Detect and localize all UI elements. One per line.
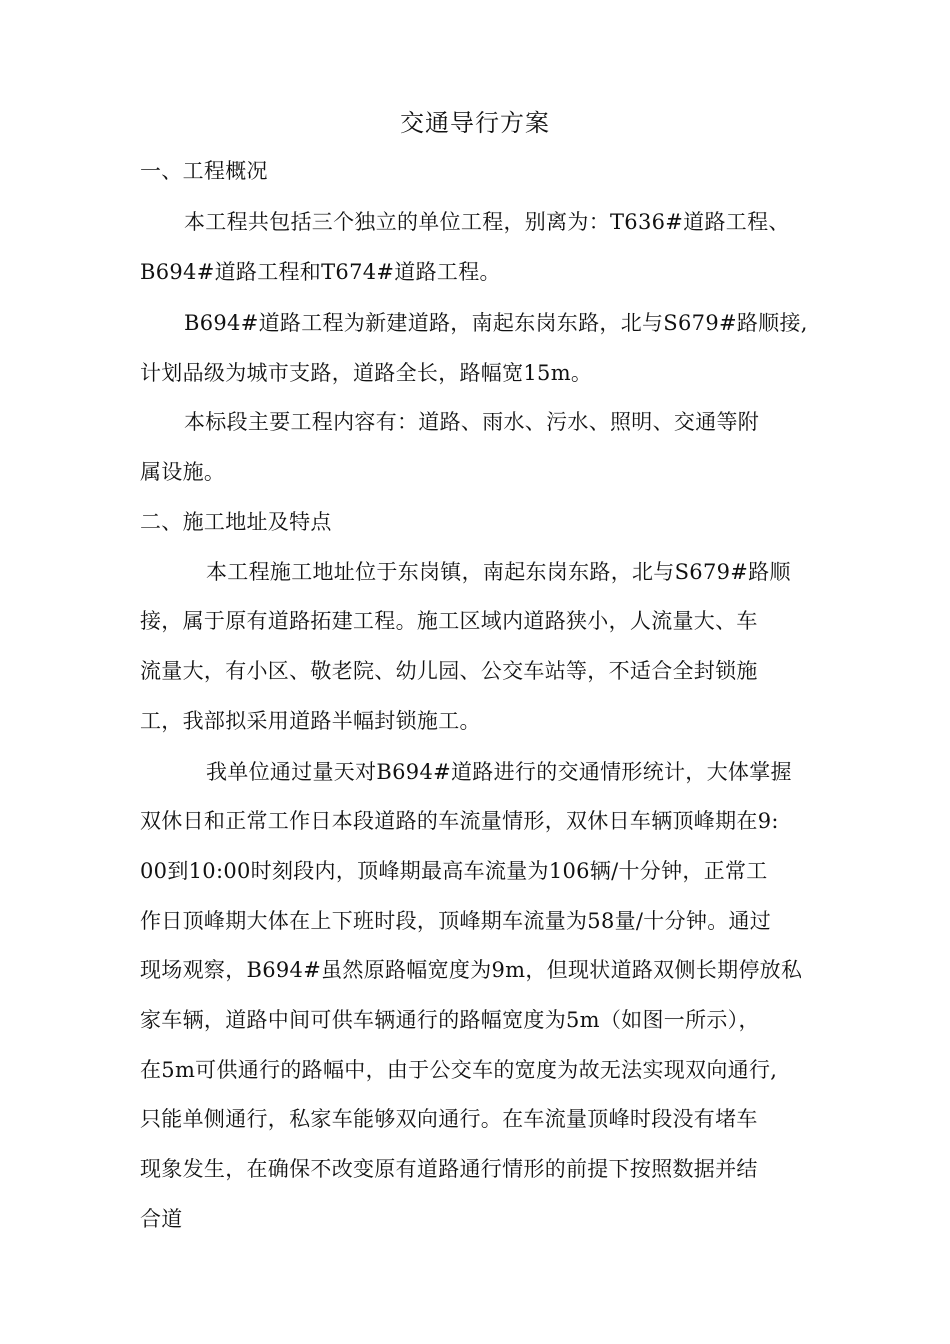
paragraph-line: 双休日和正常工作日本段道路的车流量情形，双休日车辆顶峰期在9: [140, 809, 779, 833]
paragraph-line: 合道 [140, 1207, 183, 1231]
paragraph-line: B694#道路工程和T674#道路工程。 [140, 260, 501, 284]
paragraph-line: 只能单侧通行，私家车能够双向通行。在车流量顶峰时段没有堵车 [140, 1107, 758, 1131]
section-heading-overview: 一、工程概况 [140, 159, 268, 183]
paragraph-line: 本工程共包括三个独立的单位工程，别离为：T636#道路工程、 [184, 210, 790, 234]
paragraph-line: B694#道路工程为新建道路，南起东岗东路，北与S679#路顺接, [184, 311, 808, 335]
paragraph-line: 属设施。 [140, 460, 226, 484]
paragraph-line: 本工程施工地址位于东岗镇，南起东岗东路，北与S679#路顺 [206, 560, 791, 584]
paragraph-line: 流量大，有小区、敬老院、幼儿园、公交车站等，不适合全封锁施 [140, 659, 758, 683]
paragraph-line: 家车辆，道路中间可供车辆通行的路幅宽度为5m（如图一所示）， [140, 1008, 760, 1032]
paragraph-line: 接，属于原有道路拓建工程。施工区域内道路狭小，人流量大、车 [140, 609, 758, 633]
paragraph-line: 作日顶峰期大体在上下班时段，顶峰期车流量为58量/十分钟。通过 [140, 909, 772, 933]
paragraph-line: 00到10:00时刻段内，顶峰期最高车流量为106辆/十分钟，正常工 [140, 859, 768, 883]
paragraph-line: 现场观察，B694#虽然原路幅宽度为9m，但现状道路双侧长期停放私 [140, 958, 803, 982]
document-title: 交通导行方案 [400, 109, 550, 137]
section-heading-site: 二、施工地址及特点 [140, 510, 332, 534]
paragraph-line: 现象发生，在确保不改变原有道路通行情形的前提下按照数据并结 [140, 1157, 758, 1181]
paragraph-line: 在5m可供通行的路幅中，由于公交车的宽度为故无法实现双向通行, [140, 1058, 778, 1082]
paragraph-line: 本标段主要工程内容有：道路、雨水、污水、照明、交通等附 [184, 410, 760, 434]
paragraph-line: 工，我部拟采用道路半幅封锁施工。 [140, 709, 481, 733]
paragraph-line: 我单位通过量天对B694#道路进行的交通情形统计，大体掌握 [206, 760, 792, 784]
paragraph-line: 计划品级为城市支路，道路全长，路幅宽15m。 [140, 361, 593, 385]
